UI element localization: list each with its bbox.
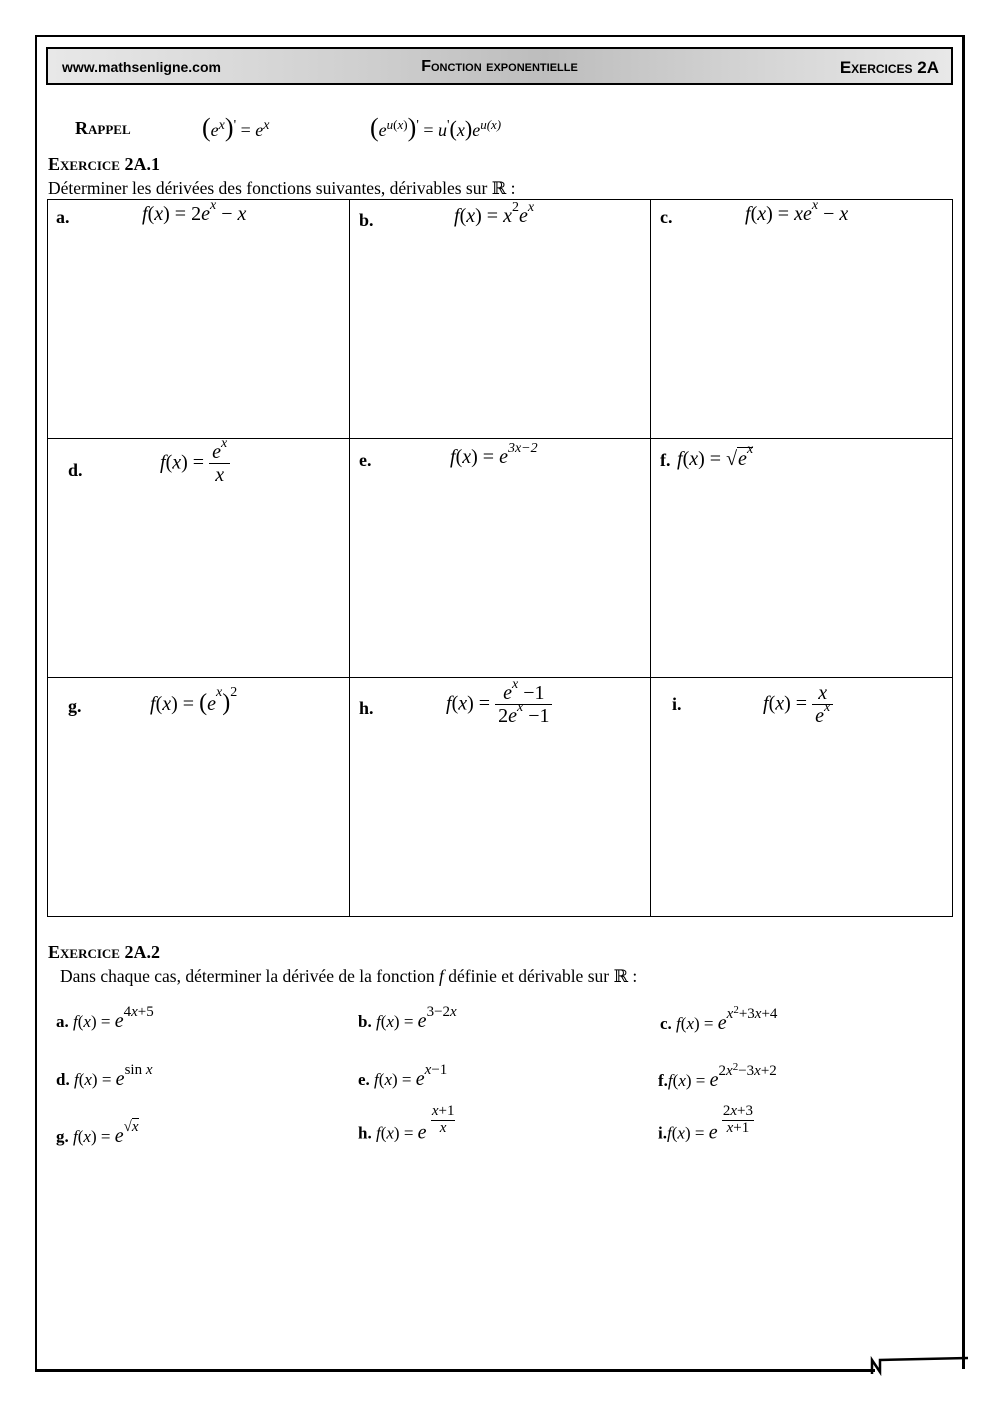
ex1-item-d-expr: f(x) = $\frac{e^x}{x}$ — [160, 441, 230, 487]
ex2-item-b-label: b. — [358, 1012, 372, 1031]
ex2-item-c-label: c. — [660, 1014, 672, 1033]
ex1-item-i-expr: f(x) = $\frac{x}{e^x}$ — [763, 682, 833, 728]
ex2-item-d-label: d. — [56, 1070, 70, 1089]
frame-corner-mark — [868, 1356, 968, 1376]
ex2-item-c: c. $f(x) = e^{x^2+3x+4}$ — [660, 1004, 778, 1034]
ex2-item-e-label: e. — [358, 1070, 370, 1089]
ex2-item-i: i.f(x) = e $\frac{2x+3}{x+1}$ — [658, 1103, 753, 1144]
site-url: www.mathsenligne.com — [62, 59, 221, 75]
ex1-item-h-label: h. — [359, 698, 374, 718]
grid-divider-v2 — [650, 199, 651, 917]
ex1-answer-grid — [47, 199, 953, 917]
page-header — [46, 47, 953, 85]
ex2-item-e: e. $f(x) = e^{x-1}$ — [358, 1062, 448, 1090]
ex2-title: Exercice 2A.2 — [48, 942, 160, 962]
grid-divider-h2 — [47, 677, 953, 678]
rappel-formula-2 — [370, 113, 501, 143]
ex2-item-h: h. f(x) = e $\frac{x+1}{x}$ — [358, 1103, 455, 1144]
ex1-item-b-label: b. — [359, 210, 374, 230]
ex1-instruction: Déterminer les dérivées des fonctions suivantes, dérivables sur ℝ : — [48, 178, 516, 198]
rappel-label: Rappel — [75, 118, 131, 138]
ex1-item-f-label: f. — [660, 450, 671, 470]
ex2-instruction-var: f — [439, 966, 444, 986]
ex1-item-i-label: i. — [672, 694, 682, 714]
grid-divider-v1 — [349, 199, 350, 917]
ex2-item-a-label: a. — [56, 1012, 69, 1031]
ex1-item-a-label: a. — [56, 207, 70, 227]
ex2-item-i-label: i. — [658, 1123, 667, 1143]
ex2-instruction-post: définie et dérivable sur ℝ : — [443, 966, 638, 986]
ex2-item-d: d. $f(x) = e^{sin x}$ — [56, 1062, 153, 1090]
ex2-instruction — [60, 966, 637, 987]
ex1-item-d-label: d. — [68, 460, 83, 480]
ex1-item-b-expr: $f(x) = x^2e^x$ — [454, 200, 535, 227]
header-title: Fonction exponentielle — [421, 58, 578, 75]
ex1-item-g-expr: $f(x) = (e^x)^2$ — [150, 685, 238, 716]
ex2-item-h-label: h. — [358, 1123, 372, 1143]
grid-divider-h1 — [47, 438, 953, 439]
ex2-item-b: b. $f(x) = e^{3-2x}$ — [358, 1004, 457, 1032]
ex2-item-f: $f.f(x) = e^{2x^2-3x+2}$ — [658, 1061, 777, 1091]
rappel-formula-1 — [202, 113, 269, 143]
ex1-item-e-expr: $f(x) = e^{3x-2}$ — [450, 441, 538, 468]
rappel-formula-2-text: $(e^{u(x)})' = u'(x)e^{u(x)}$ — [370, 113, 502, 142]
ex2-item-a: a. $f(x) = e^{4x+5}$ — [56, 1004, 154, 1032]
ex1-item-g-label: g. — [68, 696, 82, 716]
ex2-item-f-label: f. — [658, 1071, 668, 1090]
ex1-item-f-expr: $f(x) = √e^x$ — [677, 442, 754, 470]
rappel-formula-1-text: $(e^x)' = e^x$ — [202, 113, 270, 142]
page-frame-bottom — [35, 1369, 875, 1372]
ex1-item-h-expr: f(x) = $\frac{e^x -1}{2e^x -1}$ — [446, 682, 552, 728]
ex1-item-e-label: e. — [359, 450, 372, 470]
ex1-item-c-expr: $f(x) = xe^x - x$ — [745, 198, 849, 225]
ex2-item-g-label: g. — [56, 1127, 69, 1146]
ex2-instruction-pre: Dans chaque cas, déterminer la dérivée de la fonction — [60, 966, 439, 986]
ex1-item-c-label: c. — [660, 207, 673, 227]
ex1-title: Exercice 2A.1 — [48, 154, 160, 174]
ex1-item-a-expr: $f(x) = 2e^x - x$ — [142, 198, 247, 225]
ex2-item-g: g. $f(x) = e^{√x}$ — [56, 1119, 139, 1147]
header-ref: Exercices 2A — [839, 58, 939, 77]
